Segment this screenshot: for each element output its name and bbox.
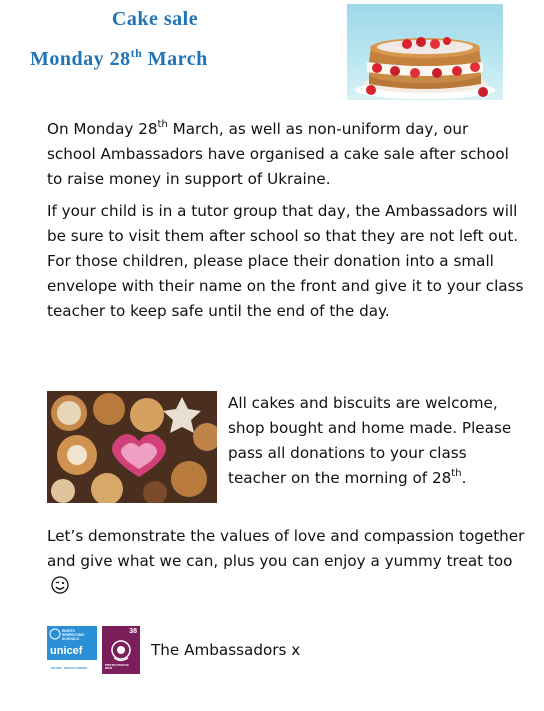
unicef-wordmark: unicef [50, 645, 83, 657]
cookies-and-biscuits-photo [47, 391, 217, 503]
article-38-logo [102, 626, 140, 674]
wink-smiley-icon [51, 576, 69, 602]
signoff: The Ambassadors x [151, 641, 301, 659]
title-date: Monday 28th March [30, 46, 208, 70]
title-cake-sale: Cake sale [111, 8, 199, 30]
closing-paragraph: Let’s demonstrate the values of love and compassion together and give what we can, plus you can enjoy a yummy treat too [47, 524, 527, 602]
article-number: 38 [129, 628, 137, 635]
cakes-welcome-paragraph: All cakes and biscuits are welcome, shop bought and home made. Please pass all donations to your class teacher on the morning of 28th. [228, 394, 512, 487]
intro-paragraph: On Monday 28th March, as well as non-uniform day, our school Ambassadors have organised a cake sale after school to raise money in support of Ukraine. [47, 119, 509, 188]
tutor-group-paragraph: If your child is in a tutor group that day, the Ambassadors will be sure to visit them after school so that they are not left out. For those children, please place their donation into a small envelope with their name on the front and give it to your class teacher to keep safe until the end of the day. [47, 202, 524, 320]
rights-respecting-schools-logo [47, 626, 97, 674]
victoria-sponge-cake-photo [347, 4, 503, 100]
article-caption: PROTECTION IN WAR [105, 663, 129, 671]
rrs-award-level: SILVER - RIGHTS AWARE [51, 666, 88, 670]
rrs-heading: RIGHTS RESPECTING SCHOOLS [62, 629, 85, 641]
